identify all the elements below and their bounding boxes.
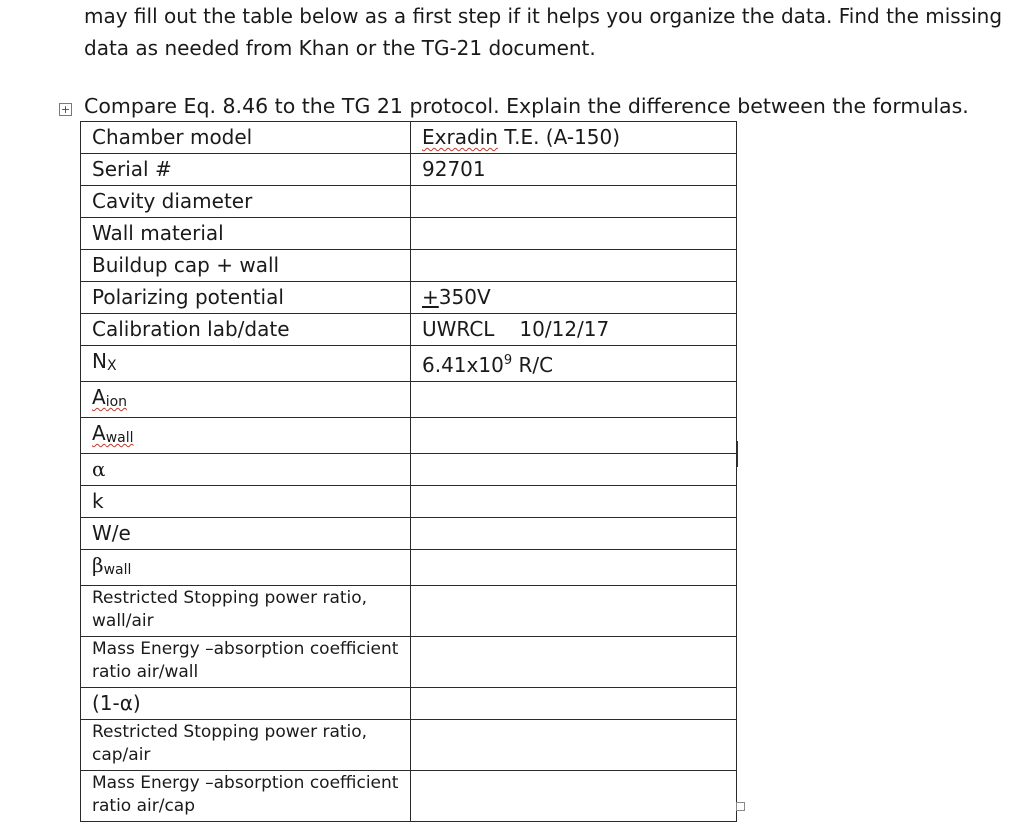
value-base: 6.41x10	[422, 353, 504, 377]
cell-label[interactable]: Cavity diameter	[81, 186, 411, 218]
cell-value[interactable]	[411, 382, 737, 418]
label-group	[92, 421, 134, 445]
label-subscript: wall	[103, 562, 132, 578]
cell-label[interactable]	[81, 418, 411, 454]
table-row	[81, 550, 737, 586]
cell-value[interactable]	[411, 314, 737, 346]
table-row	[81, 154, 737, 186]
calibration-date: 10/12/17	[519, 317, 610, 341]
cell-value[interactable]	[411, 637, 737, 688]
cell-label[interactable]: W/e	[81, 518, 411, 550]
intro-line-1: may fill out the table below as a first step if it helps you organize the data. Find the missing	[84, 4, 1003, 28]
data-table	[80, 121, 737, 822]
label-group	[92, 385, 127, 409]
label-main: A	[92, 421, 106, 445]
table-row	[81, 486, 737, 518]
label-main: β	[92, 553, 104, 577]
table-row	[81, 250, 737, 282]
label-subscript: ion	[105, 394, 128, 410]
table-row	[81, 346, 737, 382]
cell-value[interactable]	[411, 486, 737, 518]
table-resize-handle-icon[interactable]	[736, 802, 745, 811]
value-text: Exradin T.E. (A-150)	[422, 125, 621, 149]
cell-value[interactable]	[411, 218, 737, 250]
cell-label[interactable]	[81, 346, 411, 382]
cell-value[interactable]: 92701	[411, 154, 737, 186]
table-row	[81, 637, 737, 688]
cell-label[interactable]: Serial #	[81, 154, 411, 186]
value-exponent: 9	[503, 353, 513, 368]
cell-label[interactable]: (1-α)	[81, 688, 411, 720]
value-text: 350V	[438, 285, 491, 309]
table-row	[81, 418, 737, 454]
cell-value[interactable]	[411, 550, 737, 586]
table-row	[81, 518, 737, 550]
table-row	[81, 454, 737, 486]
label-main: N	[92, 349, 107, 373]
move-cross-icon[interactable]: +	[60, 103, 71, 116]
cell-label[interactable]: Restricted Stopping power ratio, cap/air	[81, 720, 411, 771]
cell-label[interactable]: Polarizing potential	[81, 282, 411, 314]
cell-label[interactable]: Wall material	[81, 218, 411, 250]
table-row	[81, 586, 737, 637]
cell-label[interactable]: Mass Energy –absorption coefficient ratio air/cap	[81, 771, 411, 822]
cell-value[interactable]	[411, 186, 737, 218]
value-sign: +	[422, 285, 439, 309]
cell-value[interactable]	[411, 720, 737, 771]
calibration-lab: UWRCL	[422, 317, 495, 341]
cell-value[interactable]	[411, 122, 737, 154]
cell-label[interactable]: Buildup cap + wall	[81, 250, 411, 282]
cell-label[interactable]: k	[81, 486, 411, 518]
label-main: A	[92, 385, 106, 409]
table-row	[81, 720, 737, 771]
intro-line-2: data as needed from Khan or the TG-21 document.	[84, 36, 596, 60]
cell-label[interactable]: α	[81, 454, 411, 486]
cell-label[interactable]	[81, 382, 411, 418]
cell-value[interactable]	[411, 688, 737, 720]
cell-label[interactable]: Mass Energy –absorption coefficient ratio air/wall	[81, 637, 411, 688]
cell-label[interactable]	[81, 550, 411, 586]
cell-value[interactable]	[411, 518, 737, 550]
cell-value[interactable]	[411, 586, 737, 637]
table-row	[81, 382, 737, 418]
cell-value[interactable]	[411, 418, 737, 454]
cell-value[interactable]	[411, 282, 737, 314]
table-row	[81, 186, 737, 218]
table-row	[81, 282, 737, 314]
cell-value[interactable]	[411, 250, 737, 282]
cell-label[interactable]: Restricted Stopping power ratio, wall/air	[81, 586, 411, 637]
table-row	[81, 122, 737, 154]
cell-label[interactable]: Chamber model	[81, 122, 411, 154]
label-subscript: wall	[105, 430, 134, 446]
column-resize-cursor[interactable]	[737, 441, 738, 467]
question-text: Compare Eq. 8.46 to the TG 21 protocol. Explain the difference between the formulas.	[84, 94, 969, 118]
label-subscript: X	[106, 358, 117, 374]
cell-label[interactable]: Calibration lab/date	[81, 314, 411, 346]
misspelled-word: Exradin	[422, 125, 498, 149]
table-row	[81, 218, 737, 250]
cell-value[interactable]	[411, 346, 737, 382]
cell-value[interactable]	[411, 454, 737, 486]
table-row	[81, 314, 737, 346]
value-unit: R/C	[512, 353, 554, 377]
table-row	[81, 688, 737, 720]
intro-paragraph	[84, 0, 1014, 64]
